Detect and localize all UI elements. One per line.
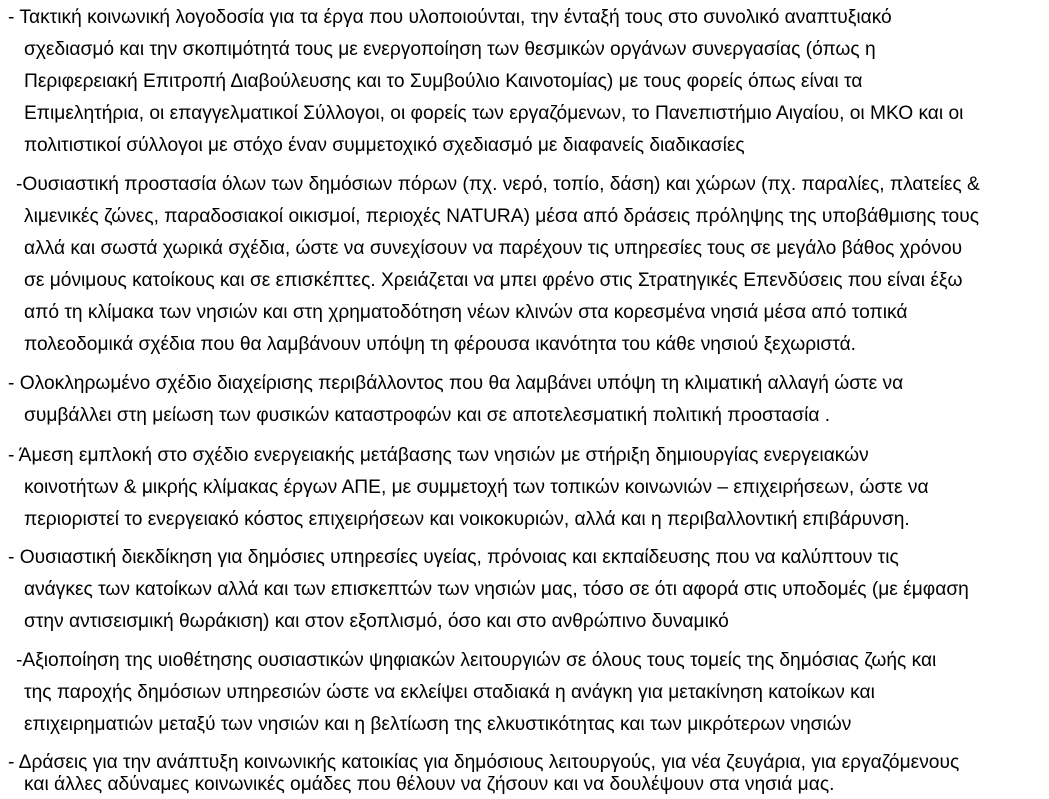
text-line: στην αντισεισμική θωράκιση) και στον εξοπλισμό, όσο και στο ανθρώπινο δυναμικό <box>24 611 729 632</box>
text-line: -Αξιοποίηση της υιοθέτησης ουσιαστικών ψηφιακών λειτουργιών σε όλους τους τομείς της δημόσιας ζωής και <box>16 650 937 671</box>
text-line: περιοριστεί το ενεργειακό κόστος επιχειρήσεων και νοικοκυριών, αλλά και η περιβαλλοντική επιβάρυνση. <box>24 509 910 530</box>
text-line: πολεοδομικά σχέδια που θα λαμβάνουν υπόψη τη φέρουσα ικανότητα του κάθε νησιού ξεχωριστά. <box>24 334 857 355</box>
text-line: - Ουσιαστική διεκδίκηση για δημόσιες υπηρεσίες υγείας, πρόνοιας και εκπαίδευσης που να καλύπτουν τις <box>8 547 899 568</box>
text-line: της παροχής δημόσιων υπηρεσιών ώστε να εκλείψει σταδιακά η ανάγκη για μετακίνηση κατοίκων και <box>24 682 875 703</box>
text-line: - Δράσεις για την ανάπτυξη κοινωνικής κατοικίας για δημόσιους λειτουργούς, για νέα ζευγάρια, για εργαζόμενους <box>8 752 960 773</box>
text-line: πολιτιστικοί σύλλογοι με στόχο έναν συμμετοχικό σχεδιασμό με διαφανείς διαδικασίες <box>24 135 745 156</box>
text-line: - Τακτική κοινωνική λογοδοσία για τα έργα που υλοποιούνται, την ένταξή τους στο συνολικό αναπτυξιακό <box>8 7 892 28</box>
text-line: -Ουσιαστική προστασία όλων των δημόσιων πόρων (πχ. νερό, τοπίο, δάση) και χώρων (πχ. παραλίες, πλατείες & <box>16 174 980 195</box>
text-line: - Άμεση εμπλοκή στο σχέδιο ενεργειακής μετάβασης των νησιών με στήριξη δημιουργίας ενεργειακών <box>8 445 869 466</box>
text-line: σε μόνιμους κατοίκους και σε επισκέπτες. Χρειάζεται να μπει φρένο στις Στρατηγικές Επενδύσεις που είναι έξω <box>24 270 963 291</box>
text-line: και άλλες αδύναμες κοινωνικές ομάδες που θέλουν να ζήσουν και να δουλέψουν στα νησιά μας. <box>24 774 835 795</box>
text-line: κοινοτήτων & μικρής κλίμακας έργων ΑΠΕ, με συμμετοχή των τοπικών κοινωνιών – επιχειρήσεων, ώστε να <box>24 477 929 498</box>
text-line: από τη κλίμακα των νησιών και στη χρηματοδότηση νέων κλινών στα κορεσμένα νησιά μέσα από τοπικά <box>24 302 908 323</box>
text-line: επιχειρηματιών μεταξύ των νησιών και η βελτίωση της ελκυστικότητας και των μικρότερων νησιών <box>24 714 852 735</box>
text-line: αλλά και σωστά χωρικά σχέδια, ώστε να συνεχίσουν να παρέχουν τις υπηρεσίες τους σε μεγάλο βάθος χρόνου <box>24 238 963 259</box>
text-line: λιμενικές ζώνες, παραδοσιακοί οικισμοί, περιοχές NATURA) μέσα από δράσεις πρόληψης της υποβάθμισης τους <box>24 206 979 227</box>
text-line: Επιμελητήρια, οι επαγγελματικοί Σύλλογοι, οι φορείς των εργαζόμενων, το Πανεπιστήμιο Αιγαίου, οι ΜΚΟ και οι <box>24 103 964 124</box>
text-line: Περιφερειακή Επιτροπή Διαβούλευσης και το Συμβούλιο Καινοτομίας) με τους φορείς όπως είναι τα <box>24 71 863 92</box>
text-line: συμβάλλει στη μείωση των φυσικών καταστροφών και σε αποτελεσματική πολιτική προστασία . <box>24 405 831 426</box>
text-line: σχεδιασμό και την σκοπιμότητά τους με ενεργοποίηση των θεσμικών οργάνων συνεργασίας (όπως η <box>24 39 876 60</box>
text-line: - Ολοκληρωμένο σχέδιο διαχείρισης περιβάλλοντος που θα λαμβάνει υπόψη τη κλιματική αλλαγή ώστε να <box>8 373 904 394</box>
text-line: ανάγκες των κατοίκων αλλά και των επισκεπτών των νησιών μας, τόσο σε ότι αφορά στις υποδομές (με έμφαση <box>24 579 969 600</box>
